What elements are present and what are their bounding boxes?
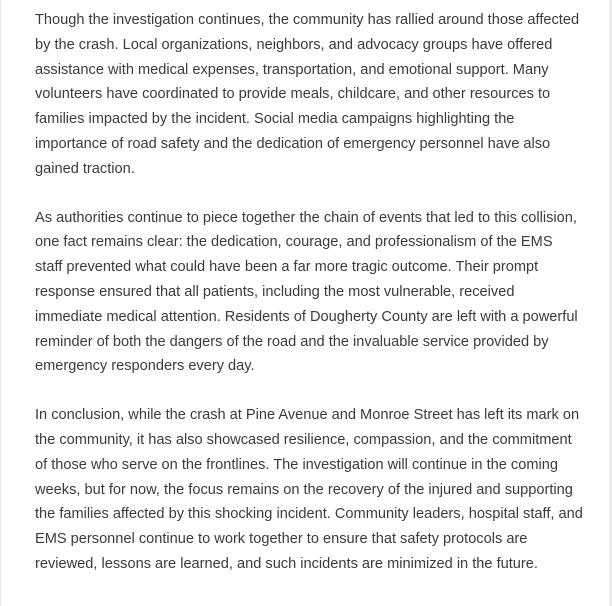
article-paragraph-ems-response: As authorities continue to piece together the chain of events that led to this collision, one fact remains clear: the dedication, courage, and professionalism of the EMS staff prevented what could have been a far more tragic outcome. Their prompt response ensured that all patients, including the most vulnerable, received immediate medical attention. Residents of Dougherty County are left with a powerful reminder of both the dangers of the road and the invaluable service provided by emergency responders every day. xyxy=(35,209,578,375)
article-paragraph-conclusion: In conclusion, while the crash at Pine Avenue and Monroe Street has left its mark on the community, it has also showcased resilience, compassion, and the commitment of those who serve on the frontlines. The investigation will continue in the coming weeks, but for now, the focus remains on the recovery of the injured and supporting the families affected by this shocking incident. Community leaders, hospital staff, and EMS personnel continue to work together to ensure that safety protocols are reviewed, lessons are learned, and such incidents are minimized in the future. xyxy=(35,407,583,572)
article-body xyxy=(35,8,583,601)
article-paragraph-community-support: Though the investigation continues, the community has rallied around those affected by the crash. Local organizations, neighbors, and advocacy groups have offered assistance with medical expenses, transportation, and emotional support. Many volunteers have coordinated to provide meals, childcare, and other resources to families impacted by the incident. Social media campaigns highlighting the importance of road safety and the dedication of emergency personnel have also gained traction. xyxy=(35,12,580,177)
